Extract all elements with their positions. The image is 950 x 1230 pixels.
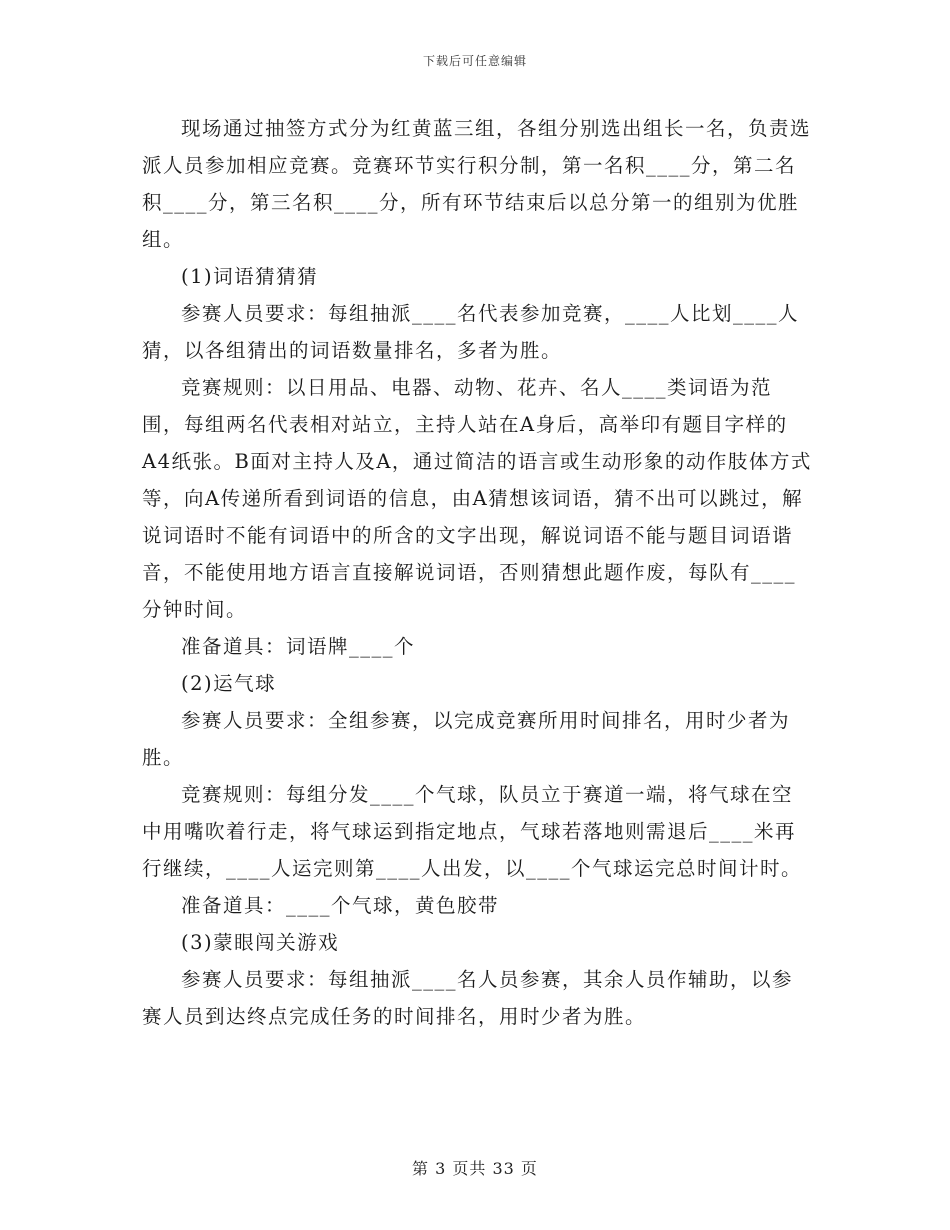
document-body: [142, 110, 812, 1035]
section-heading-1: (1)词语猜猜猜: [181, 265, 319, 288]
body-paragraph: 参赛人员要求：每组抽派____名人员参赛，其余人员作辅助，以参赛人员到达终点完成任务的时间排名，用时少者为胜。: [142, 968, 794, 1028]
body-paragraph: 准备道具：词语牌____个: [181, 635, 416, 658]
section-heading-2: (2)运气球: [181, 672, 277, 695]
intro-paragraph: 现场通过抽签方式分为红黄蓝三组，各组分别选出组长一名，负责选派人员参加相应竞赛。竞赛环节实行积分制，第一名积____分，第二名积____分，第三名积____分，所有环节结束后以总分第一的组别为优胜组。: [142, 117, 812, 251]
body-paragraph: 参赛人员要求：全组参赛，以完成竞赛所用时间排名，用时少者为胜。: [142, 709, 791, 769]
body-paragraph: 准备道具：____个气球，黄色胶带: [181, 894, 500, 917]
section-heading-3: (3)蒙眼闯关游戏: [181, 931, 340, 954]
body-paragraph: 竞赛规则：每组分发____个气球，队员立于赛道一端，将气球在空中用嘴吹着行走，将气球运到指定地点，气球若落地则需退后____米再行继续，____人运完则第____人出发，以____个气球运完总时间计时。: [142, 783, 803, 880]
body-paragraph: 参赛人员要求：每组抽派____名代表参加竞赛，____人比划____人猜，以各组猜出的词语数量排名，多者为胜。: [142, 302, 800, 362]
page-footer: 第 3 页共 33 页: [412, 1159, 538, 1178]
page-header: 下载后可任意编辑: [422, 54, 527, 68]
body-paragraph: 竞赛规则：以日用品、电器、动物、花卉、名人____类词语为范围，每组两名代表相对站立，主持人站在A身后，高举印有题目字样的A4纸张。B面对主持人及A，通过简洁的语言或生动形象的动作肢体方式等，向A传递所看到词语的信息，由A猜想该词语，猜不出可以跳过，解说词语时不能有词语中的所含的文字出现，解说词语不能与题目词语谐音，不能使用地方语言直接解说词语，否则猜想此题作废，每队有____分钟时间。: [142, 376, 812, 621]
